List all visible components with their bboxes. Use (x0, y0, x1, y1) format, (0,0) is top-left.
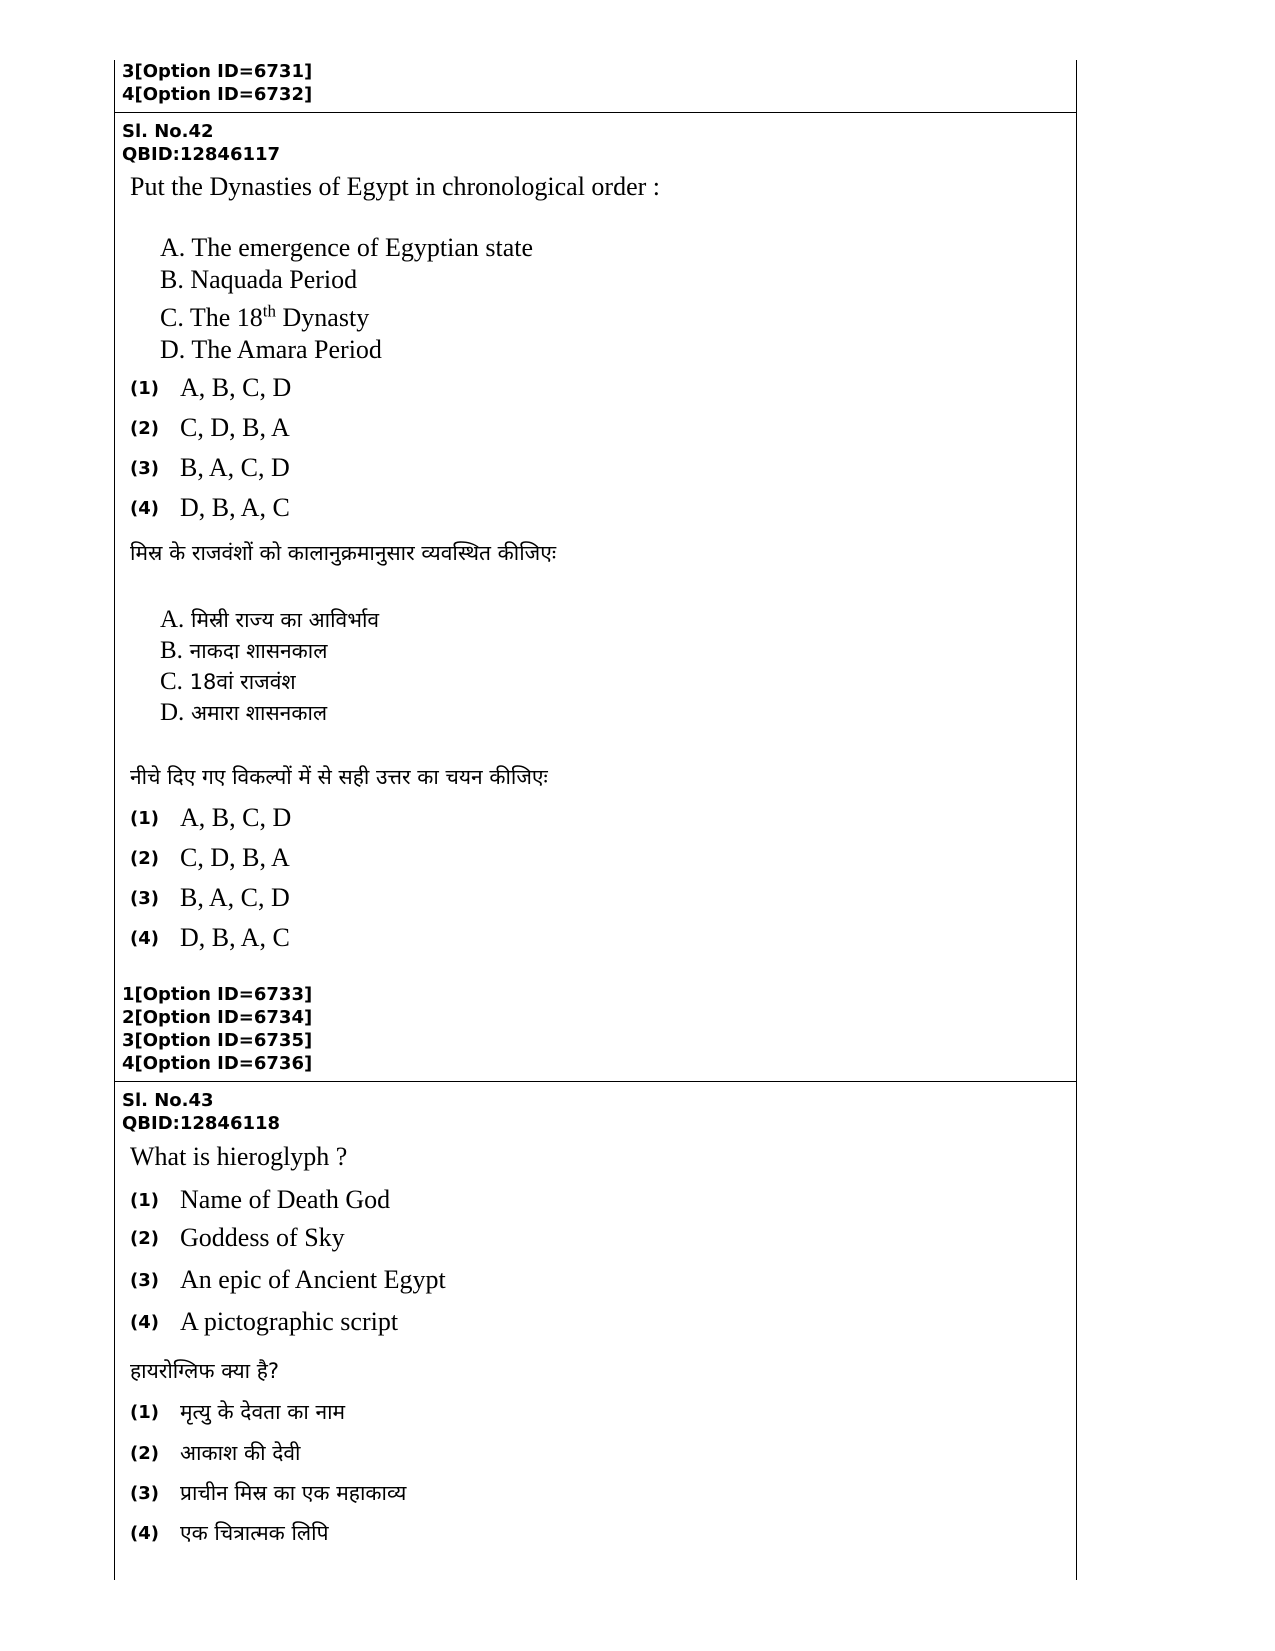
option-number: (1) (130, 1189, 159, 1211)
statement-item (160, 303, 369, 333)
left-border (114, 60, 115, 1580)
question-text-en: What is hieroglyph ? (130, 1142, 348, 1171)
answer-option (130, 1182, 390, 1218)
answer-option (130, 490, 290, 526)
option-number: (1) (130, 377, 159, 399)
option-id-line: 1[Option ID=6733] (122, 984, 313, 1005)
answer-option (130, 1515, 329, 1551)
option-id-line: 4[Option ID=6732] (122, 84, 313, 105)
option-text: आकाश की देवी (180, 1441, 301, 1465)
answer-option (130, 1262, 446, 1298)
item-text: Naquada Period (190, 265, 358, 294)
option-number: (4) (130, 497, 159, 519)
item-text: The 18 (189, 303, 263, 332)
option-number: (1) (130, 807, 159, 829)
option-text: प्राचीन मिस्र का एक महाकाव्य (180, 1481, 407, 1505)
row-divider-42-43 (114, 1081, 1077, 1082)
option-text: A, B, C, D (180, 803, 292, 832)
option-number: (2) (130, 1442, 159, 1464)
option-id-line: 3[Option ID=6735] (122, 1030, 313, 1051)
option-number: (4) (130, 1522, 159, 1544)
statement-item-hi (160, 667, 296, 697)
option-number: (3) (130, 457, 159, 479)
ordinal-suffix: th (262, 301, 277, 321)
option-text: A pictographic script (180, 1307, 399, 1336)
answer-option (130, 1475, 406, 1511)
answer-option (130, 920, 290, 956)
option-text: Name of Death God (180, 1185, 391, 1214)
option-id-line: 4[Option ID=6736] (122, 1053, 313, 1074)
item-text: नाकदा शासनकाल (189, 639, 328, 663)
answer-option (130, 800, 291, 836)
right-border (1076, 60, 1077, 1580)
item-letter: B. (160, 265, 184, 294)
option-text: Goddess of Sky (180, 1223, 345, 1252)
item-letter: D. (160, 335, 186, 364)
option-text: एक चित्रात्मक लिपि (180, 1521, 329, 1545)
question-text-en: Put the Dynasties of Egypt in chronological order : (130, 172, 661, 201)
answer-option (130, 1304, 398, 1340)
statement-item (160, 265, 357, 295)
qbid: QBID:12846117 (122, 144, 281, 165)
option-number: (4) (130, 1311, 159, 1333)
item-text: अमारा शासनकाल (191, 701, 328, 725)
option-text: C, D, B, A (180, 843, 290, 872)
question-text-hi: हायरोग्लिफ क्या है? (130, 1359, 280, 1383)
statement-item-hi (160, 698, 327, 728)
option-text: D, B, A, C (180, 923, 290, 952)
instruction-hi: नीचे दिए गए विकल्पों में से सही उत्तर का चयन कीजिएः (130, 765, 548, 789)
option-number: (3) (130, 1482, 159, 1504)
option-number: (1) (130, 1401, 159, 1423)
answer-option (130, 880, 290, 916)
answer-option (130, 1394, 345, 1430)
item-letter: D. (160, 699, 185, 726)
option-text: D, B, A, C (180, 493, 290, 522)
option-number: (4) (130, 927, 159, 949)
question-text-hi: मिस्र के राजवंशों को कालानुक्रमानुसार व्यवस्थित कीजिएः (130, 541, 557, 565)
option-id-line: 2[Option ID=6734] (122, 1007, 313, 1028)
option-text: An epic of Ancient Egypt (180, 1265, 446, 1294)
option-text: B, A, C, D (180, 883, 290, 912)
item-text: The Amara Period (191, 335, 382, 364)
answer-option (130, 450, 290, 486)
option-number: (2) (130, 417, 159, 439)
option-number: (2) (130, 1227, 159, 1249)
option-text: A, B, C, D (180, 373, 292, 402)
option-text: मृत्यु के देवता का नाम (180, 1400, 346, 1424)
option-text: C, D, B, A (180, 413, 290, 442)
statement-item (160, 335, 382, 365)
answer-option (130, 370, 291, 406)
statement-item-hi (160, 636, 328, 666)
option-id-line: 3[Option ID=6731] (122, 61, 313, 82)
answer-option (130, 1435, 301, 1471)
item-text: 18वां राजवंश (189, 670, 296, 694)
serial-number: Sl. No.43 (122, 1090, 214, 1111)
statement-item (160, 233, 533, 263)
item-letter: C. (160, 303, 184, 332)
item-letter: B. (160, 637, 183, 664)
item-text: The emergence of Egyptian state (191, 233, 534, 262)
item-letter: A. (160, 233, 186, 262)
option-text: B, A, C, D (180, 453, 290, 482)
item-letter: C. (160, 668, 183, 695)
answer-option (130, 840, 290, 876)
row-divider-41-42 (114, 112, 1077, 113)
option-number: (3) (130, 1269, 159, 1291)
answer-option (130, 410, 290, 446)
option-number: (2) (130, 847, 159, 869)
statement-item-hi (160, 605, 379, 635)
option-number: (3) (130, 887, 159, 909)
item-text: Dynasty (276, 303, 370, 332)
item-text: मिस्री राज्य का आविर्भाव (191, 608, 380, 632)
answer-option (130, 1220, 345, 1256)
serial-number: Sl. No.42 (122, 121, 214, 142)
item-letter: A. (160, 606, 185, 633)
qbid: QBID:12846118 (122, 1113, 281, 1134)
